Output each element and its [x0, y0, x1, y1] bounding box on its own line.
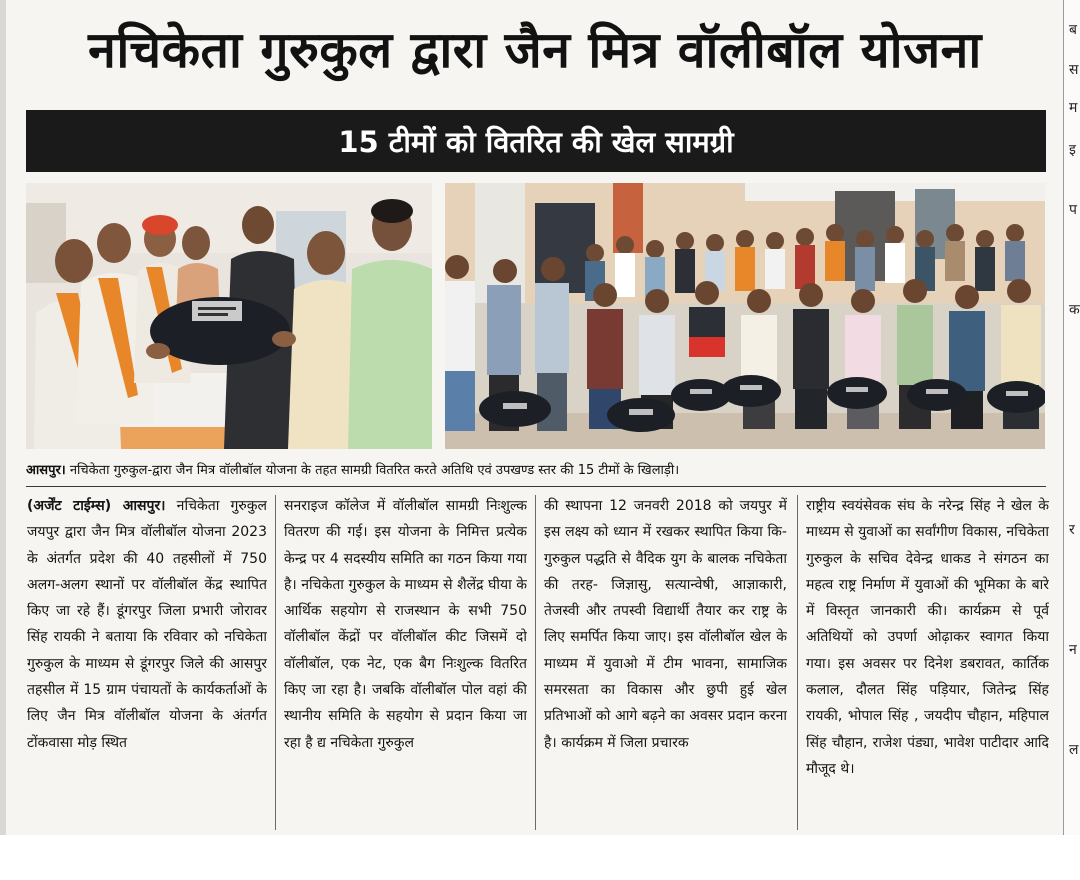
page-edge-rule: [0, 0, 6, 835]
article-column-3: [544, 493, 787, 831]
subheadline: 15 टीमों को वितरित की खेल सामग्री: [338, 124, 734, 159]
edge-fragment: प: [1069, 202, 1077, 218]
article-column-2: [284, 493, 527, 831]
edge-fragment: म: [1069, 100, 1078, 116]
headline: नचिकेता गुरुकुल द्वारा जैन मित्र वॉलीबॉल योजना: [88, 21, 982, 79]
article-dateline: (अर्जेंट टाईम्स) आसपुर।: [27, 498, 166, 514]
column-divider: [797, 495, 798, 830]
edge-fragment: स: [1069, 62, 1079, 78]
edge-fragment: र: [1069, 522, 1075, 538]
edge-fragment: क: [1069, 302, 1080, 318]
column-divider: [535, 495, 536, 830]
team-group-photo: [445, 183, 1045, 449]
volleyball-kit-handover-photo-icon: [26, 183, 432, 449]
adjacent-article-edge: [1063, 0, 1080, 835]
caption-text: नचिकेता गुरुकुल-द्वारा जैन मित्र वॉलीबॉल योजना के तहत सामग्री वितरित करते अतिथि एवं उपखण्ड स्तर की 15 टीमों के खिलाड़ी।: [65, 463, 680, 478]
team-group-photo-icon: [445, 183, 1045, 449]
article-text: की स्थापना 12 जनवरी 2018 को जयपुर में इस लक्ष्य को ध्यान में रखकर स्थापित किया कि- गुरुकुल पद्धति से वैदिक युग के बालक नचिकेता की तरह- जिज्ञासु, सत्यान्वेषी, आज्ञाकारी, तेजस्वी और तपस्वी विद्यार्थी तैयार कर राष्ट्र के लिए समर्पित किया जाए। इस वॉलीबॉल खेल के माध्यम में युवाओ में टीम भावना, सामाजिक समरसता का विकास और छुपी हुई खेल प्रतिभाओं को आगे बढ़ने का अवसर प्रदान करना है। कार्यक्रम में जिला प्रचारक: [544, 498, 787, 751]
edge-fragment: ल: [1069, 742, 1079, 758]
article-column-4: [806, 493, 1049, 831]
article-text: राष्ट्रीय स्वयंसेवक संघ के नरेन्द्र सिंह ने खेल के माध्यम से युवाओं का सर्वांगीण विकास, नचिकेता गुरुकुल के सचिव देवेन्द्र धाकड ने संगठन का महत्व राष्ट्र निर्माण में युवाओं की भूमिका के बारे में विस्तृत जानकारी की। कार्यक्रम से पूर्व अतिथियों को उपर्णा ओढ़ाकर स्वागत किया गया। इस अवसर पर दिनेश डबरावत, कार्तिक कलाल, दौलत सिंह पड़ियार, जितेन्द्र सिंह रायकी, भोपाल सिंह , जयदीप चौहान, महिपाल सिंह चौहान, राजेश पंड्या, भावेश पाटीदार आदि मौजूद थे।: [806, 498, 1049, 777]
edge-fragment: ब: [1069, 22, 1077, 38]
article-column-1: [27, 493, 267, 831]
subheadline-bar: [26, 110, 1046, 172]
caption-place: आसपुर।: [26, 463, 66, 478]
column-divider: [275, 495, 276, 830]
edge-fragment: इ: [1069, 142, 1076, 158]
article-text: नचिकेता गुरुकुल जयपुर द्वारा जैन मित्र वॉलीबॉल योजना 2023 के अंतर्गत प्रदेश की 40 तहसीलों में 750 अलग-अलग स्थानों पर वॉलीबॉल केंद्र स्थापित किए जा रहे हैं। डूंगरपुर जिला प्रभारी जोरावर सिंह रायकी ने बताया कि रविवार को नचिकेता गुरुकुल के माध्यम से डूंगरपुर जिले की आसपुर तहसील में 15 ग्राम पंचायतों के कार्यकर्ताओं के लिए जैन मित्र वॉलीबॉल योजना के अंतर्गत टोंकवासा मोड़ स्थित: [27, 498, 267, 751]
photo-caption: [26, 456, 1046, 487]
article-text: सनराइज कॉलेज में वॉलीबॉल सामग्री निःशुल्क वितरण की गई। इस योजना के निमित्त प्रत्येक केन्द्र पर 4 सदस्यीय समिति का गठन किया गया है। नचिकेता गुरुकुल के माध्यम से शैलेंद्र घीया के आर्थिक सहयोग से राजस्थान के सभी 750 वॉलीबॉल केंद्रों पर वॉलीबॉल कीट जिसमें दो वॉलीबॉल, एक नेट, एक बैग निःशुल्क वितरित किए जा रहा है। जबकि वॉलीबॉल पोल वहां की स्थानीय समिति के सहयोग से प्रदान किया जा रहा है द्य नचिकेता गुरुकुल: [284, 498, 527, 751]
kit-handover-photo: [26, 183, 432, 449]
edge-fragment: न: [1069, 642, 1077, 658]
scan-margin: [0, 835, 1080, 880]
